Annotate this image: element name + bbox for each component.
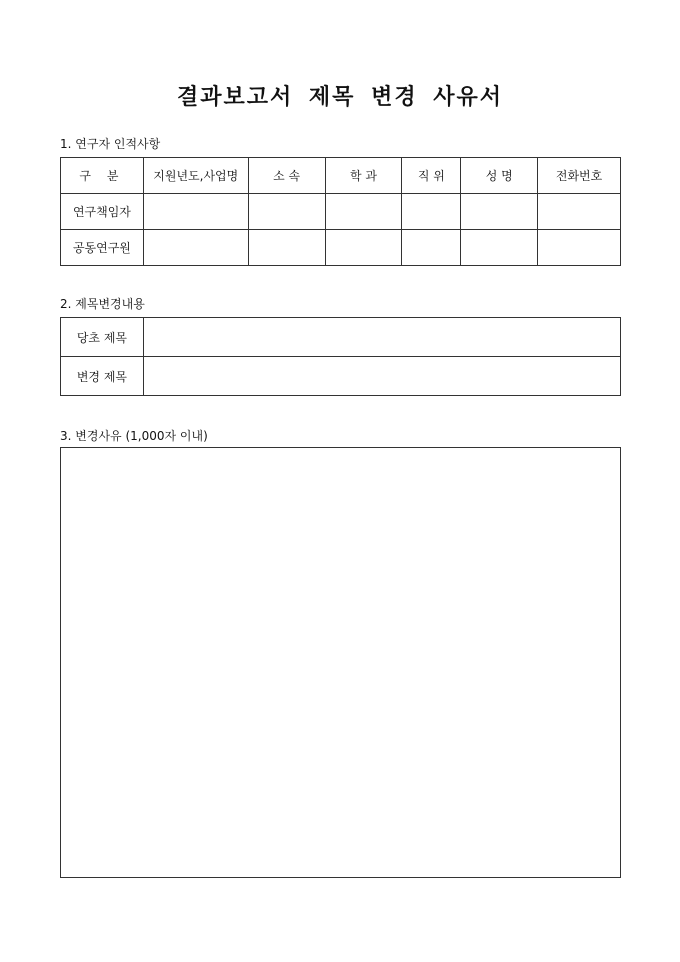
changed-title-field[interactable] [143, 357, 620, 396]
cell-department[interactable] [325, 230, 402, 266]
cell-name[interactable] [461, 230, 538, 266]
cell-affiliation[interactable] [248, 194, 325, 230]
header-department: 학 과 [325, 158, 402, 194]
header-name: 성 명 [461, 158, 538, 194]
section-2-label: 2. 제목변경내용 [60, 297, 145, 311]
cell-position[interactable] [402, 194, 461, 230]
cell-phone[interactable] [538, 230, 621, 266]
header-position: 직 위 [402, 158, 461, 194]
cell-year-program[interactable] [143, 194, 248, 230]
table-row-changed-title [61, 357, 621, 396]
table-header-row [61, 158, 621, 194]
cell-position[interactable] [402, 230, 461, 266]
cell-phone[interactable] [538, 194, 621, 230]
section-1-label: 1. 연구자 인적사항 [60, 137, 161, 151]
row-label-co-researcher: 공동연구원 [61, 230, 144, 266]
table-row-co-researcher [61, 230, 621, 266]
cell-department[interactable] [325, 194, 402, 230]
original-title-field[interactable] [143, 318, 620, 357]
change-reason-box[interactable] [60, 447, 621, 878]
header-year-program: 지원년도,사업명 [143, 158, 248, 194]
cell-year-program[interactable] [143, 230, 248, 266]
document-title: 결과보고서 제목 변경 사유서 [176, 84, 503, 110]
cell-name[interactable] [461, 194, 538, 230]
header-category: 구 분 [61, 158, 144, 194]
cell-affiliation[interactable] [248, 230, 325, 266]
title-change-table [60, 317, 621, 396]
table-row-original-title [61, 318, 621, 357]
row-label-changed-title: 변경 제목 [61, 357, 144, 396]
row-label-original-title: 당초 제목 [61, 318, 144, 357]
header-phone: 전화번호 [538, 158, 621, 194]
table-row-principal [61, 194, 621, 230]
row-label-principal: 연구책임자 [61, 194, 144, 230]
researcher-info-table [60, 157, 621, 266]
header-affiliation: 소 속 [248, 158, 325, 194]
section-3-label: 3. 변경사유 (1,000자 이내) [60, 429, 208, 443]
